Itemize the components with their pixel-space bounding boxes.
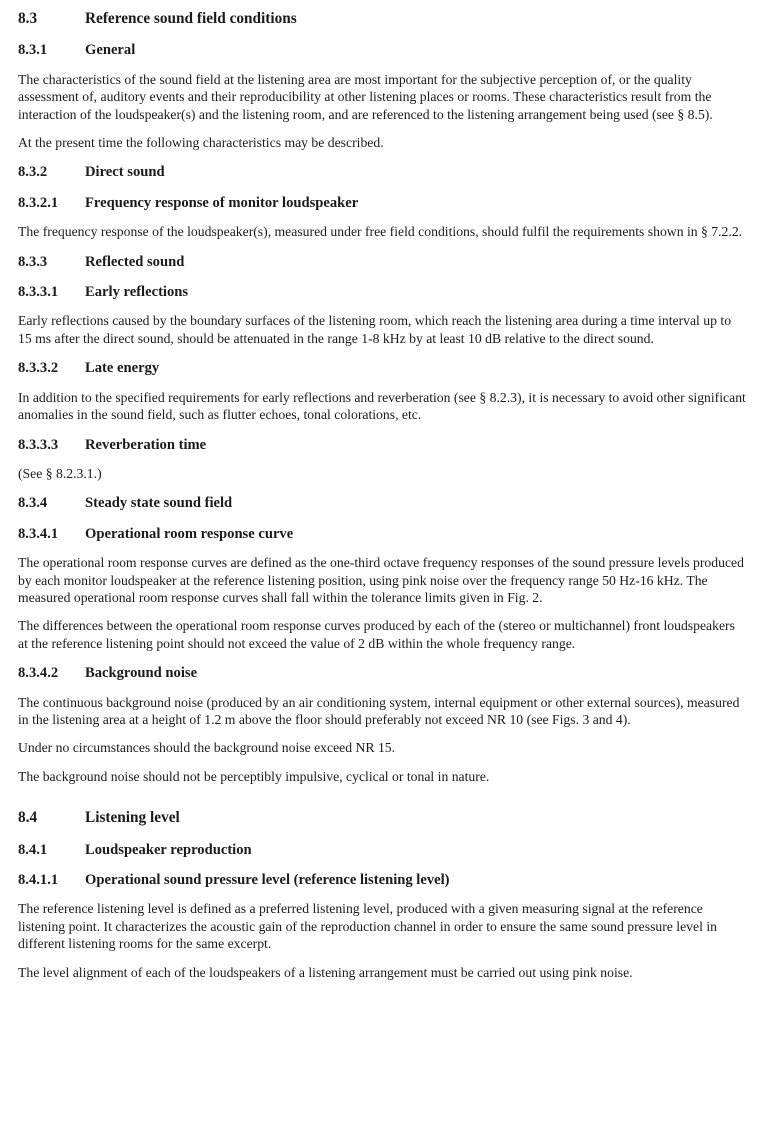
heading-title: Direct sound — [85, 164, 165, 181]
heading-title: Operational sound pressure level (reference listening level) — [85, 872, 450, 888]
document-body — [18, 10, 747, 981]
heading-8-4-1 — [18, 842, 747, 859]
heading-title: Listening level — [85, 809, 180, 827]
paragraph: The level alignment of each of the loudspeakers of a listening arrangement must be carried out using pink noise. — [18, 964, 633, 980]
heading-8-3-4-1 — [18, 526, 747, 543]
heading-8-3-2 — [18, 164, 747, 181]
paragraph: The continuous background noise (produced by an air conditioning system, internal equipment or other external sources), measured in the listening area at a height of 1.2 m above the floor should preferably not exceed NR 10 (see Figs. 3 and 4). — [18, 694, 740, 727]
heading-title: Frequency response of monitor loudspeaker — [85, 194, 359, 211]
heading-title: Background noise — [85, 665, 198, 682]
heading-number: 8.3 — [18, 10, 38, 27]
heading-number: 8.3.3 — [18, 253, 48, 270]
heading-8-3-2-1 — [18, 195, 747, 212]
heading-number: 8.3.2.1 — [18, 194, 59, 211]
heading-number: 8.3.2 — [18, 164, 48, 181]
heading-title: Reflected sound — [85, 253, 185, 270]
heading-title: Steady state sound field — [85, 495, 233, 512]
heading-number: 8.4.1.1 — [18, 872, 59, 888]
paragraph: Early reflections caused by the boundary surfaces of the listening room, which reach the listening area during a time interval up to 15 ms after the direct sound, should be attenuated in the range 1-8 kHz by at least 10 dB relative to the direct sound. — [18, 313, 732, 346]
heading-title: Operational room response curve — [85, 525, 294, 542]
heading-8-3-3-2 — [18, 360, 747, 377]
heading-title: Reference sound field conditions — [85, 10, 297, 27]
heading-8-3-4-2 — [18, 665, 747, 682]
heading-8-3-4 — [18, 495, 747, 512]
paragraph: (See § 8.2.3.1.) — [18, 465, 102, 481]
heading-8-4 — [18, 809, 747, 826]
heading-title: Early reflections — [85, 284, 189, 301]
paragraph: In addition to the specified requirements for early reflections and reverberation (see § 8.2.3), it is necessary to avoid other significant anomalies in the sound field, such as flutter echoes, tonal colorations, etc. — [18, 389, 746, 423]
heading-number: 8.3.4 — [18, 495, 48, 512]
heading-8-3-1 — [18, 42, 747, 59]
heading-title: Late energy — [85, 360, 160, 377]
paragraph: The reference listening level is defined as a preferred listening level, produced with a given measuring signal at the reference listening point. It characterizes the acoustic gain of the reproduction channel in order to ensure the same sound pressure level in different listening rooms for the same excerpt. — [18, 901, 717, 952]
heading-number: 8.4.1 — [18, 841, 48, 858]
heading-title: Reverberation time — [85, 436, 207, 453]
heading-title: General — [85, 42, 136, 59]
heading-number: 8.3.4.1 — [18, 525, 59, 542]
heading-8-3-3-3 — [18, 437, 747, 454]
heading-number: 8.3.1 — [18, 42, 48, 59]
heading-number: 8.3.3.1 — [18, 284, 59, 301]
heading-number: 8.3.4.2 — [18, 665, 59, 682]
heading-title: Loudspeaker reproduction — [85, 841, 252, 858]
paragraph: The differences between the operational room response curves produced by each of the (stereo or multichannel) front loudspeakers at the reference listening point should not exceed the value of 2 dB within the whole frequency range. — [18, 618, 735, 651]
heading-8-3 — [18, 10, 747, 27]
heading-number: 8.3.3.3 — [18, 436, 59, 453]
heading-8-3-3-1 — [18, 284, 747, 301]
paragraph: The characteristics of the sound field at the listening area are most important for the subjective perception of, or the quality assessment of, auditory events and their reproducibility at other listening places or rooms. These characteristics result from the interaction of the loudspeaker(s) and the listening room, and are referenced to the listening arrangement being used (see § 8.5). — [18, 71, 713, 122]
paragraph: At the present time the following characteristics may be described. — [18, 135, 384, 151]
heading-8-4-1-1 — [18, 872, 747, 889]
heading-8-3-3 — [18, 254, 747, 271]
heading-number: 8.4 — [18, 809, 38, 827]
paragraph: The background noise should not be perceptibly impulsive, cyclical or tonal in nature. — [18, 768, 490, 784]
paragraph: The operational room response curves are defined as the one-third octave frequency responses of the sound pressure levels produced by each monitor loudspeaker at the reference listening position, using pink noise over the frequency range 50 Hz-16 kHz. The measured operational room response curves shall fall within the tolerance limits given in Fig. 2. — [18, 555, 744, 605]
heading-number: 8.3.3.2 — [18, 360, 59, 377]
paragraph: The frequency response of the loudspeaker(s), measured under free field conditions, should fulfil the requirements shown in § 7.2.2. — [18, 224, 743, 240]
paragraph: Under no circumstances should the background noise exceed NR 15. — [18, 740, 396, 756]
